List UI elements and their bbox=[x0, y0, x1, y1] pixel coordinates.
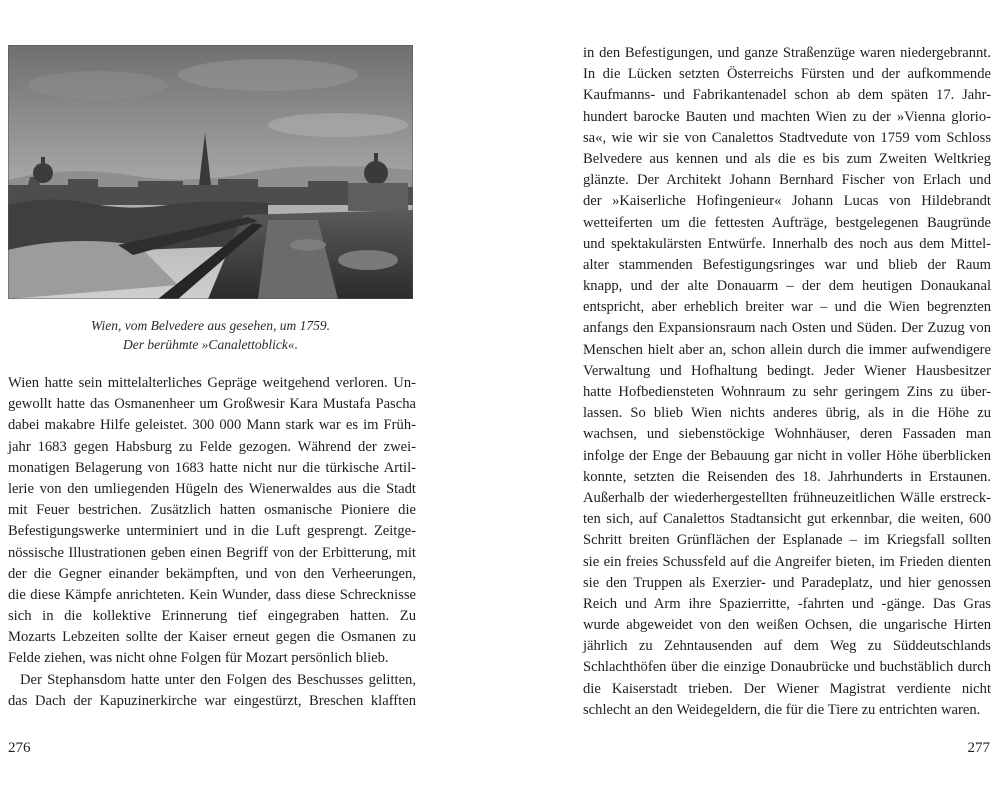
text-line: alter stammenden Befestigungsringes war und blieb der Raum bbox=[583, 256, 991, 273]
text-line: jährlich zu Zehntausenden auf dem Weg zu Süddeutschlands bbox=[583, 638, 991, 655]
text-line: Belvedere aus kennen und als die es bis zum Zweiten Weltkrieg bbox=[583, 150, 991, 167]
text-line: entspricht, aber erheblich breiter war – und die Wien begrenzten bbox=[583, 299, 991, 316]
text-line: Wien hatte sein mittelalterliches Gepräge weitgehend verloren. Un- bbox=[8, 375, 416, 391]
text-line: lassen. So blieb Wien nichts anderes übrig, als in die Höhe zu bbox=[583, 405, 991, 422]
text-line: anfangs den Expansionsraum nach Osten und Süden. Der Zuzug von bbox=[583, 320, 991, 337]
text-line: sie den Truppen als Exerzier- und Paradeplatz, und hier genossen bbox=[583, 574, 991, 591]
text-line: Schritt breiten Grünflächen der Esplanade – im Kriegsfall sollten bbox=[583, 532, 991, 549]
text-line: hundert barocke Bauten und machten Wien zu der »Vienna gloriо- bbox=[583, 108, 991, 125]
text-line: die diese Kämpfe anrichteten. Kein Wunder, dass diese Schrecknisse bbox=[8, 586, 416, 603]
page-number: 276 bbox=[8, 740, 31, 756]
text-line: wetteiferten um die fettesten Aufträge, bestgelegenen Baugründe bbox=[583, 214, 991, 231]
text-line: Der Stephansdom hatte unter den Folgen des Beschusses gelitten, bbox=[20, 671, 416, 688]
canaletto-painting-image bbox=[8, 45, 413, 299]
text-line: und spektakulärsten Entwürfe. Innerhalb des noch aus dem Mittel- bbox=[583, 235, 991, 252]
text-line: schlecht an den Weidegeldern, die für die Tiere zu entrichten waren. bbox=[583, 701, 981, 718]
text-line: das Dach der Kapuzinerkirche war eingestürzt, Breschen klafften bbox=[8, 692, 416, 709]
vienna-belvedere-view-illustration bbox=[8, 45, 413, 299]
text-line: dabei makabre Hilfe geleistet. 300 000 Mann stark war es im Früh- bbox=[8, 417, 416, 434]
text-line: Kaufmanns- und Fabrikantenadel schon ab dem späten 17. Jahr- bbox=[583, 87, 991, 104]
text-line: Befestigungswerke unterminiert und in die Luft gesprengt. Zeitge- bbox=[8, 523, 416, 540]
text-line: sich in die kollektive Erinnerung tief eingegraben hatten. Zu bbox=[8, 608, 416, 625]
text-line: der die Gegner einander bekämpften, und von den Verheerungen, bbox=[8, 565, 416, 582]
caption-line: Der berühmte »Canalettoblick«. bbox=[122, 337, 299, 352]
right-page bbox=[500, 0, 1000, 800]
text-line: Menschen hielt aber an, schon allein durch die immer aufwendigere bbox=[583, 341, 991, 358]
text-line: Schlachthöfen über die einzige Donaubrücke und buchstäblich durch bbox=[583, 659, 991, 676]
text-line: sa«, wie wir sie von Canalettos Stadtvedute von 1759 vom Schloss bbox=[583, 129, 991, 146]
left-body-text bbox=[8, 373, 416, 712]
text-line: wachsen, und siebenstöckige Wohnhäuser, deren Fassaden man bbox=[583, 426, 991, 443]
text-line: gewollt hatte das Osmanenheer um Großwesir Kara Mustafa Pascha bbox=[8, 396, 416, 413]
text-line: konnte, setzten die Reisenden des 18. Jahrhunderts in Erstaunen. bbox=[583, 468, 991, 485]
text-line: Verwaltung und Hofhaltung bedingt. Jeder Wiener Hausbesitzer bbox=[583, 362, 991, 379]
text-line: Felde ziehen, was nicht ohne Folgen für Mozart persönlich blieb. bbox=[8, 650, 389, 667]
page-number: 277 bbox=[967, 740, 990, 756]
text-line: glänzte. Der Architekt Johann Bernhard Fischer von Erlach und bbox=[583, 172, 991, 189]
text-line: monatigen Belagerung von 1683 hatte nicht nur die türkische Artil- bbox=[8, 459, 416, 476]
text-line: hatte Hofbediensteten Wohnraum zu sehr geringem Zins zu über- bbox=[583, 384, 991, 400]
text-line: mit Feuer bestrichen. Zusätzlich hatten osmanische Pioniere die bbox=[8, 502, 416, 519]
text-line: jahr 1683 gegen Habsburg zu Felde gezogen. Während der zwei- bbox=[8, 438, 416, 455]
text-line: Mozarts Lebzeiten sollte der Kaiser erneut gegen die Osmanen zu bbox=[8, 629, 416, 646]
text-line: die Kaiserstadt trieben. Der Wiener Magistrat verdiente nicht bbox=[583, 680, 991, 697]
text-line: der »Kaiserliche Hofingenieur« Johann Lucas von Hildebrandt bbox=[583, 193, 991, 210]
text-line: lerie von den umliegenden Hügeln des Wienerwaldes aus die Stadt bbox=[8, 480, 416, 497]
caption-line: Wien, vom Belvedere aus gesehen, um 1759. bbox=[90, 318, 331, 333]
text-line: In die Lücken setzten Österreichs Fürsten und der aufkommende bbox=[583, 66, 991, 83]
text-line: ten sich, auf Canalettos Stadtansicht gut erkennbar, die weiten, 600 bbox=[583, 511, 991, 528]
text-line: Reich und Arm ihre Spazierritte, -fahrten und -gänge. Das Gras bbox=[583, 595, 991, 612]
text-line: infolge der Enge der Bebauung gar nicht in voller Höhe überblicken bbox=[583, 447, 991, 464]
text-line: in den Befestigungen, und ganze Straßenzüge waren niedergebrannt. bbox=[583, 45, 991, 61]
text-line: Außerhalb der wiederhergestellten frühneuzeitlichen Wälle erstreck- bbox=[583, 489, 991, 506]
image-caption bbox=[8, 316, 413, 354]
text-line: knapp, und der alte Donauarm – der dem heutigen Donaukanal bbox=[583, 278, 991, 295]
text-line: wurde abgeweidet von den weißen Ochsen, die ungarische Hirten bbox=[583, 617, 991, 634]
text-line: sie ein freies Schussfeld auf die Angreifer bieten, im Frieden dienten bbox=[583, 553, 991, 570]
right-body-text bbox=[583, 43, 991, 721]
text-line: nössische Illustrationen geben einen Begriff von der Erbitterung, mit bbox=[8, 544, 416, 561]
